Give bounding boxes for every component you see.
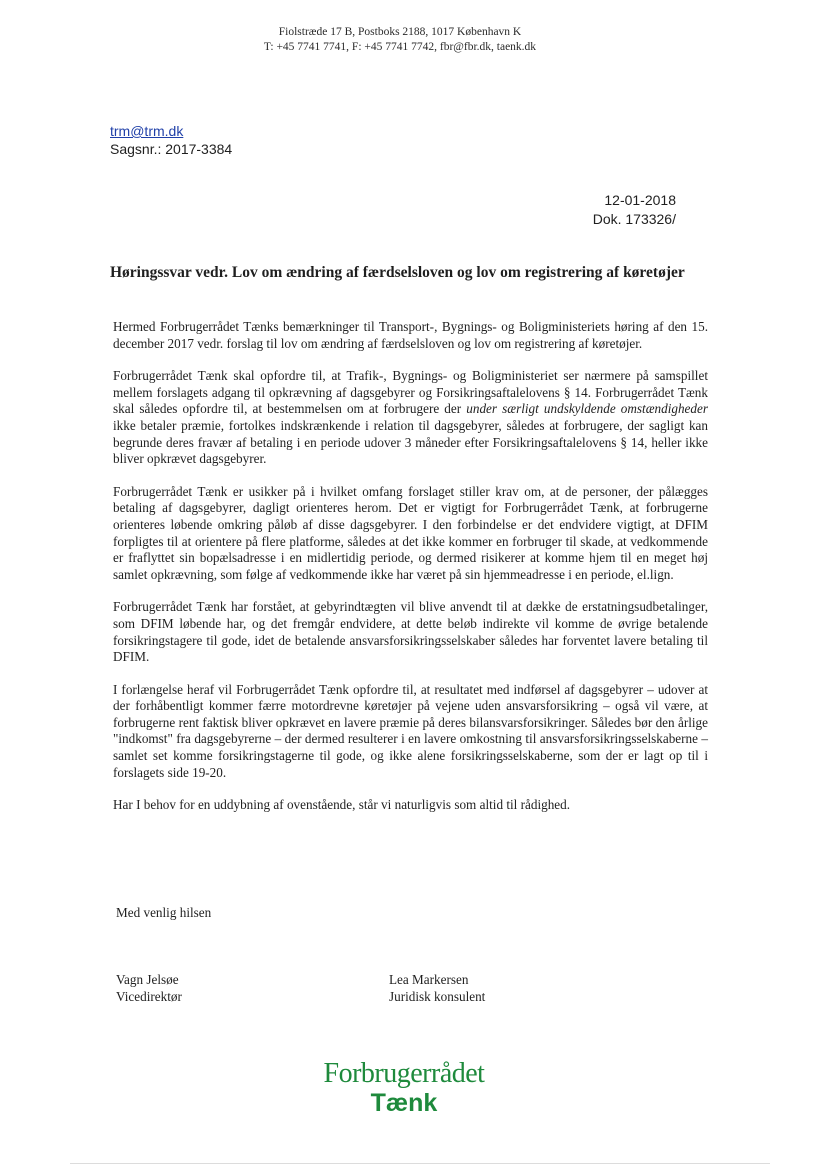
letterhead-address: [0, 25, 800, 55]
letter-title: Høringssvar vedr. Lov om ændring af færdselsloven og lov om registrering af køretøjer: [110, 264, 685, 281]
paragraph-recommendation: I forlængelse heraf vil Forbrugerrådet Tænk opfordre til, at resultatet med indførsel af dagsgebyrer – udover at der forhåbentligt kommer færre motordrevne køretøjer på vejene uden ansvarsforsikring – også vil være, at forbrugerne rent faktisk bliver opkrævet en lavere præmie på deres bilansvarsforsikringer. Således bør den årlige "indkomst" fra dagsgebyrerne – der dermed resulterer i en lavere omkostning til ansvarsforsikringsselskaberne – samlet set komme forsikringstagerne til gode, og ikke alene forsikringsselskaberne, som der er lagt op til i forslagets side 19-20.: [113, 681, 708, 780]
case-number: Sagsnr.: 2017-3384: [110, 141, 233, 157]
paragraph-contact: Har I behov for en uddybning af ovenstående, står vi naturligvis som altid til rådighed.: [113, 797, 571, 813]
address-line: Fiolstræde 17 B, Postboks 2188, 1017 København K: [278, 26, 522, 38]
signatory-name: Lea Markersen: [389, 972, 469, 987]
paragraph-notification: Forbrugerrådet Tænk er usikker på i hvilket omfang forslaget stiller krav om, at de personer, der pålægges betaling af dagsgebyrer, dagligt orienteres herom. Det er vigtigt for Forbrugerrådet Tænk, at forbrugerne orienteres løbende omkring påløb af disse dagsgebyrer. I den forbindelse er det endvidere vigtigt, at DFIM forpligtes til at orientere på flere platforme, således at det ikke kommer en forbruger til skade, at vedkommende er fraflyttet sin bopælsadresse i en midlertidig periode, og dermed risikerer at komme hjem til en meget høj samlet opkrævning, som følge af vedkommende ikke har været på sin hjemmeadresse i en periode, el.lign.: [113, 483, 708, 582]
letter-body: [113, 319, 708, 830]
recipient-block: [110, 122, 232, 158]
emphasis-text: under særligt undskyldende omstændigheder: [466, 401, 708, 417]
signatory-role: Juridisk konsulent: [389, 989, 486, 1004]
signatory-role: Vicedirektør: [116, 989, 182, 1004]
signatory-right: [389, 971, 485, 1005]
contact-line: T: +45 7741 7741, F: +45 7741 7742, fbr@fbr.dk, taenk.dk: [263, 41, 537, 53]
date-block: [593, 191, 676, 229]
paragraph-intro: Hermed Forbrugerrådet Tænks bemærkninger til Transport-, Bygnings- og Boligministeriets høring af den 15. december 2017 vedr. forslag til lov om ændring af færdselsloven og lov om registrering af køretøjer.: [113, 319, 708, 351]
letter-date: 12-01-2018: [604, 192, 676, 208]
paragraph-revenue: Forbrugerrådet Tænk har forstået, at gebyrindtægten vil blive anvendt til at dække de erstatningsudbetalinger, som DFIM løbende har, og det fremgår endvidere, at dette beløb indirekte vil komme de øvrige betalende forsikringstagere til gode, idet de betalende ansvarsforsikringsselskaber således har forventet lavere betaling til DFIM.: [113, 599, 708, 665]
signatory-left: [116, 971, 182, 1005]
scan-edge-divider: [70, 1163, 770, 1164]
document-reference: Dok. 173326/: [592, 211, 676, 227]
paragraph-premium: Forbrugerrådet Tænk skal opfordre til, at Trafik-, Bygnings- og Boligministeriet ser nærmere på samspillet mellem forslagets adgang til opkrævning af dagsgebyrer og Forsikringsaftalelovens § 14. Forbrugerrådet Tænk skal således opfordre til, at bestemmelsen om at forbrugere der under særligt undskyldende omstændigheder ikke betaler præmie, fortolkes indskrænkende i relation til dagsgebyrer, således at forbrugere, der sagligt kan begrunde deres fravær af betaling i en periode udover 3 måneder efter Forsikringsaftalelovens § 14, heller ikke bliver opkrævet dagsgebyrer.: [113, 368, 708, 467]
logo-line-1: Forbrugerrådet: [323, 1058, 485, 1089]
signatory-name: Vagn Jelsøe: [116, 972, 179, 987]
forbrugerraadet-logo: [290, 1058, 518, 1116]
recipient-email-link[interactable]: trm@trm.dk: [110, 123, 184, 139]
logo-line-2: Tænk: [370, 1089, 438, 1117]
closing-salutation: Med venlig hilsen: [116, 905, 212, 920]
